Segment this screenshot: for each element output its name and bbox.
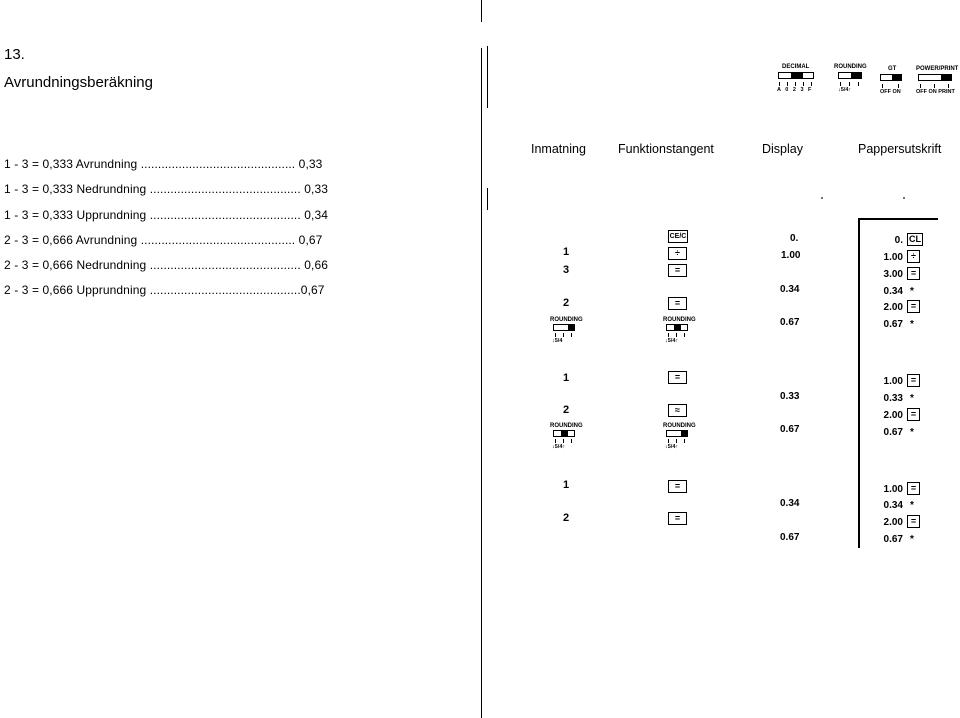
paper-mark: * [910, 393, 914, 404]
decimal-switch-label: DECIMAL [782, 64, 810, 70]
paper-value: 0.67 [883, 319, 903, 330]
decimal-switch [778, 72, 814, 79]
paper-mark: CL [909, 234, 921, 244]
section-title: Avrundningsberäkning [4, 74, 153, 91]
equals-key: = [668, 297, 687, 310]
input-value: 2 [562, 297, 570, 309]
column-header-input: Inmatning [531, 142, 586, 156]
gt-switch-label: GT [888, 66, 897, 72]
paper-roll-edge [858, 218, 938, 220]
decimal-positions: A 0 2 3 F [777, 87, 813, 93]
paper-mark: * [910, 319, 914, 330]
paper-mark: * [910, 427, 914, 438]
paper-mark: = [907, 300, 920, 313]
powerprint-switch-label: POWER/PRINT [916, 66, 959, 72]
paper-roll-edge [858, 218, 860, 548]
paper-mark: * [910, 286, 914, 297]
paper-mark: * [910, 500, 914, 511]
switch-panel [770, 64, 960, 100]
display-value: 0.67 [780, 317, 800, 328]
rounding-switch-icon: ROUNDING ↓5/4↑ [550, 423, 583, 450]
display-value: 1.00 [781, 250, 801, 261]
paper-value: 2.00 [883, 302, 903, 313]
example-line: 2 - 3 = 0,666 Upprundning ............................................0,67 [4, 283, 325, 297]
paper-value: 1.00 [883, 484, 903, 495]
paper-mark: = [907, 515, 920, 528]
example-line: 1 - 3 = 0,333 Avrundning ............................................. 0,33 [4, 157, 323, 171]
paper-value: 1.00 [883, 252, 903, 263]
paper-mark: = [907, 267, 920, 280]
display-value: 0.34 [780, 498, 800, 509]
gt-positions: OFF ON [880, 89, 901, 95]
input-value: 2 [562, 404, 570, 416]
margin-bar [487, 46, 488, 108]
column-header-function-key: Funktionstangent [618, 142, 714, 156]
paper-value: 0.33 [883, 393, 903, 404]
column-header-display: Display [762, 142, 803, 156]
column-header-paper: Pappersutskrift [858, 142, 942, 156]
gt-switch [880, 74, 902, 81]
divide-key: ÷ [668, 247, 687, 260]
display-value: 0.34 [780, 284, 800, 295]
rounding-switch [838, 72, 862, 79]
powerprint-positions: OFF ON PRINT [916, 89, 955, 95]
paper-mark: = [907, 408, 920, 421]
paper-value: 0.34 [883, 286, 903, 297]
page-divider [481, 48, 482, 718]
input-value: 1 [562, 372, 570, 384]
paper-value: 0.67 [883, 534, 903, 545]
paper-value: 2.00 [883, 517, 903, 528]
rounding-switch-label: ROUNDING [834, 64, 867, 70]
example-line: 2 - 3 = 0,666 Avrundning ............................................. 0,67 [4, 233, 323, 247]
input-value: 1 [562, 246, 570, 258]
margin-bar [487, 188, 488, 210]
equals-key: = [668, 371, 687, 384]
input-value: 1 [562, 479, 570, 491]
input-value: 2 [562, 512, 570, 524]
display-value: 0.67 [780, 532, 800, 543]
clear-key: CE/C [668, 230, 688, 243]
display-value: 0.67 [780, 424, 800, 435]
page-divider-top [481, 0, 482, 22]
paper-value: 0. [894, 235, 903, 246]
example-line: 2 - 3 = 0,666 Nedrundning ............................................ 0,66 [4, 258, 328, 272]
input-value: 3 [562, 264, 570, 276]
display-value: 0.33 [780, 391, 800, 402]
equals-key: = [668, 480, 687, 493]
paper-mark: = [907, 374, 920, 387]
equals-key: ≈ [668, 404, 687, 417]
rounding-switch-icon: ROUNDING ↓5/4↑ [663, 317, 696, 344]
rounding-switch-icon: ROUNDING ↓5/4 [550, 317, 583, 344]
paper-value: 0.34 [883, 500, 903, 511]
example-line: 1 - 3 = 0,333 Upprundning ............................................ 0,34 [4, 208, 328, 222]
paper-mark: * [910, 534, 914, 545]
equals-key: = [668, 512, 687, 525]
rounding-switch-icon: ROUNDING ↓5/4↑ [663, 423, 696, 450]
powerprint-switch [918, 74, 952, 81]
section-number: 13. [4, 46, 25, 63]
display-value: 0. [790, 233, 799, 244]
paper-value: 0.67 [883, 427, 903, 438]
example-line: 1 - 3 = 0,333 Nedrundning ............................................ 0,33 [4, 182, 328, 196]
paper-mark: = [907, 482, 920, 495]
paper-value: 1.00 [883, 376, 903, 387]
paper-value: 2.00 [883, 410, 903, 421]
rounding-positions: ↓5/4↑ [838, 87, 852, 93]
paper-mark: ÷ [907, 250, 920, 263]
equals-key: = [668, 264, 687, 277]
paper-value: 3.00 [883, 269, 903, 280]
